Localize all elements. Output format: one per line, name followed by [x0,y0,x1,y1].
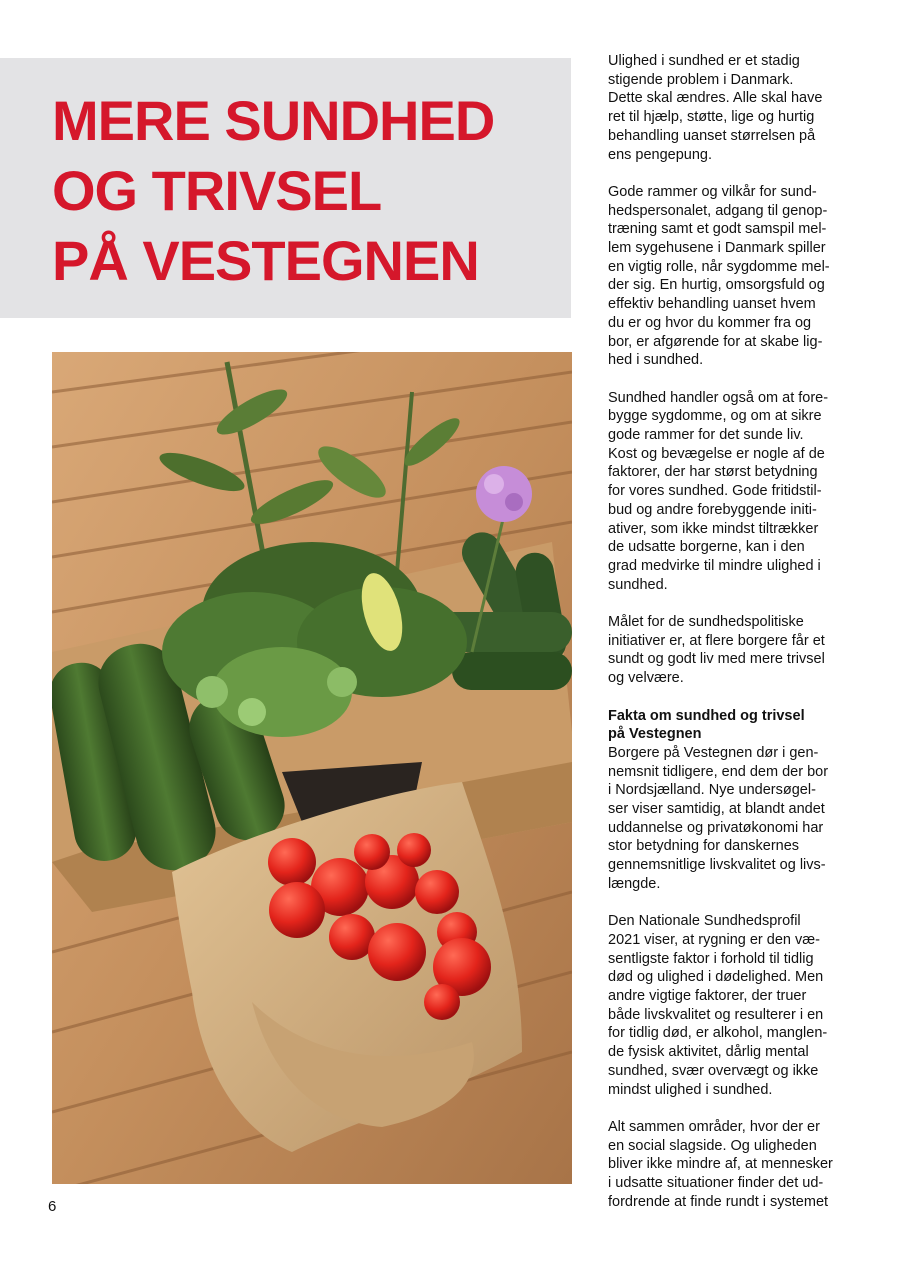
text-line: Kost og bevægelse er nogle af de [608,445,825,462]
text-line: sundhed, svær overvægt og ikke [608,1062,819,1079]
text-line: ret til hjælp, støtte, lige og hurtig [608,109,815,126]
paragraph-facts [608,707,854,894]
text-line: ens pengepung. [608,146,713,163]
headline-line-3: PÅ VESTEGNEN [52,229,479,292]
purple-chive-flower-icon [476,466,532,522]
text-line: sundhed. [608,576,668,593]
paragraph-health-profile [608,912,854,1099]
page-number: 6 [48,1198,57,1215]
text-line: Ulighed i sundhed er et stadig [608,53,800,69]
text-line: bud og andre forebyggende initi- [608,501,817,518]
text-line: i udsatte situationer finder det ud- [608,1175,824,1192]
text-line: træning samt et godt samspil mel- [608,221,827,238]
facts-heading-line: på Vestegnen [608,726,702,743]
text-line: for vores sundhed. Gode fritidstil- [608,483,822,500]
text-line: Den Nationale Sundhedsprofil [608,913,801,930]
body-text-column [608,52,854,1230]
paragraph-goal [608,613,854,688]
text-line: hed i sundhed. [608,352,704,369]
paragraph-prevention [608,389,854,595]
text-line: effektiv behandling uanset hvem [608,296,816,313]
text-line: sentligste faktor i forhold til tidlig [608,950,814,967]
text-line: og velvære. [608,670,684,687]
text-line: både livskvalitet og resulterer i en [608,1006,824,1023]
text-line: mindst ulighed i sundhed. [608,1081,773,1098]
text-line: død og ulighed i dødelighed. Men [608,969,824,986]
text-line: fordrende at finde rundt i systemet [608,1193,829,1210]
text-line: behandling uanset størrelsen på [608,127,816,144]
text-line: faktorer, der har størst betydning [608,464,818,481]
text-line: gode rammer for det sunde liv. [608,427,804,444]
text-line: Gode rammer og vilkår for sund- [608,183,817,200]
text-line: sundt og godt liv med mere trivsel [608,651,825,668]
text-line: en vigtig rolle, når sygdomme mel- [608,258,830,275]
text-line: en social slagside. Og uligheden [608,1137,817,1154]
paragraph-intro [608,52,854,164]
paragraph-health-staff [608,183,854,370]
text-line: gennemsnitlige livskvalitet og livs- [608,857,826,874]
text-line: grad medvirke til mindre ulighed i [608,557,821,574]
text-line: Borgere på Vestegnen dør i gen- [608,744,819,761]
text-line: der sig. En hurtig, omsorgsfuld og [608,277,825,294]
text-line: initiativer er, at flere borgere får et [608,632,825,649]
text-line: 2021 viser, at rygning er den væ- [608,931,820,948]
paragraph-social-bias [608,1118,854,1212]
text-line: stigende problem i Danmark. [608,71,794,88]
headline-line-2: OG TRIVSEL [52,159,382,222]
text-line: uddannelse og privatøkonomi har [608,819,824,836]
vegetables-photo [52,352,572,1184]
facts-heading-line: Fakta om sundhed og trivsel [608,707,805,724]
text-line: bygge sygdomme, og om at sikre [608,408,822,425]
text-line: Målet for de sundhedspolitiske [608,614,804,631]
text-line: ativer, som ikke mindst tiltrækker [608,520,819,537]
text-line: Dette skal ændres. Alle skal have [608,90,823,107]
text-line: du er og hvor du kommer fra og [608,314,812,331]
text-line: ser viser samtidig, at blandt andet [608,801,825,818]
text-line: Alt sammen områder, hvor der er [608,1118,820,1135]
page-headline [52,86,562,296]
text-line: de udsatte borgerne, kan i den [608,539,805,556]
text-line: lem sygehusene i Danmark spiller [608,240,826,257]
text-line: Sundhed handler også om at fore- [608,389,829,406]
headline-line-1: MERE SUNDHED [52,89,495,152]
text-line: for tidlig død, er alkohol, manglen- [608,1025,828,1042]
text-line: stor betydning for danskernes [608,838,800,855]
text-line: de fysisk aktivitet, dårlig mental [608,1044,809,1061]
text-line: hedspersonalet, adgang til genop- [608,202,828,219]
text-line: bor, er afgørende for at skabe lig- [608,333,823,350]
text-line: andre vigtige faktorer, der truer [608,988,807,1005]
text-line: bliver ikke mindre af, at mennesker [608,1156,833,1173]
text-line: i Nordsjælland. Nye undersøgel- [608,782,816,799]
text-line: længde. [608,875,661,892]
text-line: nemsnit tidligere, end dem der bor [608,763,829,780]
